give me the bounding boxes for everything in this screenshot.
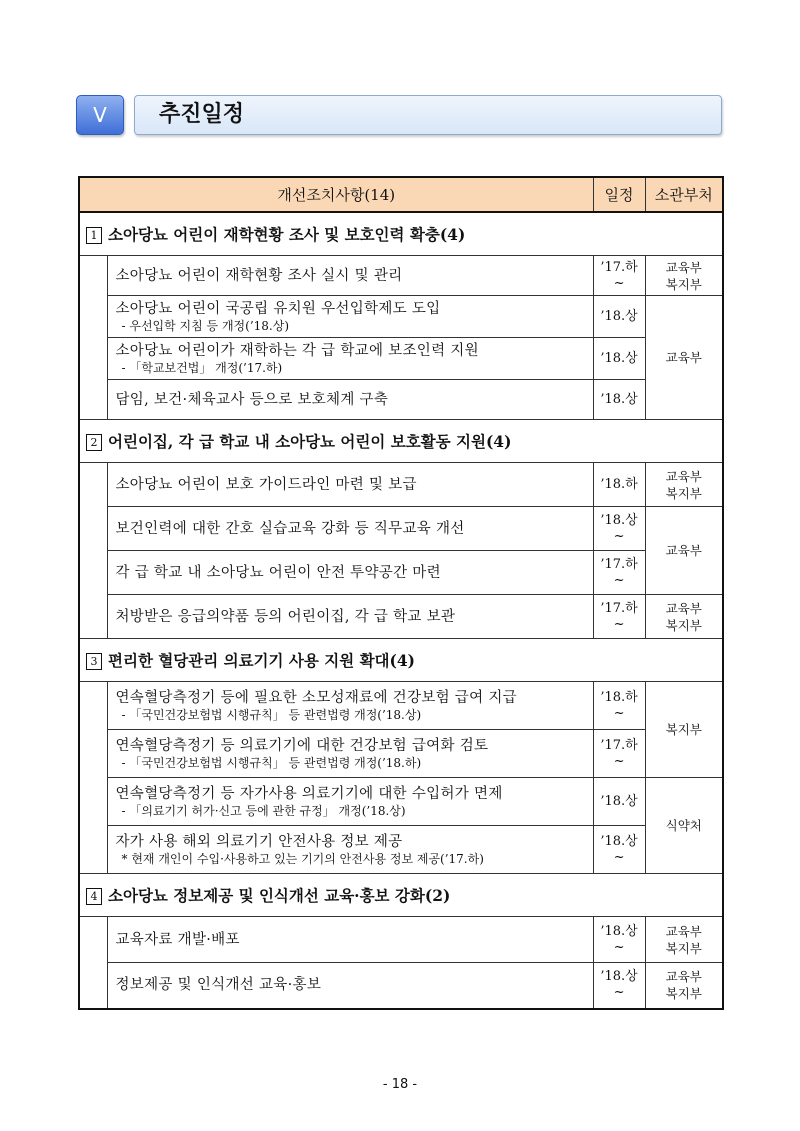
schedule: ’17.하 <box>600 556 638 572</box>
dept: 교육부 <box>665 969 702 985</box>
section-title: 추진일정 <box>159 102 245 127</box>
item-text: 소아당뇨 어린이 보호 가이드라인 마련 및 보급 <box>115 476 417 493</box>
section-title: 소아당뇨 정보제공 및 인식개선 교육·홍보 강화(2) <box>108 886 451 905</box>
item-subtext: - 「의료기기 허가·신고 등에 관한 규정」 개정(’18.상) <box>121 803 406 818</box>
title-box <box>134 95 722 135</box>
table-row <box>79 595 723 639</box>
section-number: 1 <box>86 227 102 244</box>
schedule: ’18.상 <box>600 391 638 407</box>
section-number: 4 <box>86 888 102 905</box>
schedule: ’18.하 <box>600 476 638 492</box>
schedule-range: ~ <box>613 753 625 769</box>
schedule-range: ~ <box>613 985 625 1001</box>
col-header-item: 개선조치사항(14) <box>79 177 593 212</box>
table-row <box>79 338 723 380</box>
section-row <box>79 639 723 682</box>
item-subtext: - 「학교보건법」 개정(’17.하) <box>121 360 283 375</box>
dept: 복지부 <box>665 722 702 737</box>
section-number: 3 <box>86 653 102 670</box>
dept: 교육부 <box>665 543 702 558</box>
item-subtext: - 「국민건강보험법 시행규칙」 등 관련법령 개정(’18.하) <box>121 755 422 770</box>
schedule: ’18.상 <box>600 923 638 939</box>
schedule: ’17.하 <box>600 737 638 753</box>
section-numeral: Ⅴ <box>76 95 124 135</box>
schedule-table <box>78 176 724 1010</box>
table-row <box>79 380 723 420</box>
table-row <box>79 917 723 963</box>
dept: 교육부 <box>665 923 702 939</box>
item-text: 소아당뇨 어린이 재학현황 조사 실시 및 관리 <box>115 267 403 284</box>
schedule: ’17.하 <box>600 600 638 616</box>
schedule-range: ~ <box>613 616 625 632</box>
table-row <box>79 778 723 826</box>
item-subtext: - 우선입학 지침 등 개정(’18.상) <box>121 318 289 333</box>
item-subtext: * 현재 개인이 수입·사용하고 있는 기기의 안전사용 정보 제공(’17.하) <box>121 851 484 866</box>
section-row <box>79 420 723 463</box>
schedule: ’18.상 <box>600 969 638 985</box>
section-title: 소아당뇨 어린이 재학현황 조사 및 보호인력 확충(4) <box>108 225 466 244</box>
schedule-range: ~ <box>613 939 625 955</box>
item-text: 교육자료 개발·배포 <box>115 931 240 948</box>
table-row <box>79 507 723 551</box>
schedule: ’18.상 <box>600 512 638 528</box>
schedule-range: ~ <box>613 849 625 865</box>
item-text: 연속혈당측정기 등에 필요한 소모성재료에 건강보험 급여 지급 <box>115 689 517 706</box>
schedule-range: ~ <box>613 275 625 291</box>
schedule-range: ~ <box>613 528 625 544</box>
table-row <box>79 730 723 778</box>
item-subtext: - 「국민건강보험법 시행규칙」 등 관련법령 개정(’18.상) <box>121 707 422 722</box>
item-text: 각 급 학교 내 소아당뇨 어린이 안전 투약공간 마련 <box>115 564 441 581</box>
col-header-dept: 소관부처 <box>645 177 723 212</box>
item-text: 자가 사용 해외 의료기기 안전사용 정보 제공 <box>115 833 403 850</box>
section-title: 어린이집, 각 급 학교 내 소아당뇨 어린이 보호활동 지원(4) <box>108 432 512 451</box>
section-header <box>76 93 722 135</box>
schedule: ’18.상 <box>600 833 638 849</box>
dept-secondary: 복지부 <box>665 276 702 292</box>
table-row <box>79 296 723 338</box>
schedule-range: ~ <box>613 572 625 588</box>
schedule: ’18.상 <box>600 308 638 324</box>
table-header-row <box>79 177 723 212</box>
table-row <box>79 963 723 1009</box>
col-header-schedule: 일정 <box>593 177 645 212</box>
item-text: 소아당뇨 어린이 국공립 유치원 우선입학제도 도입 <box>115 300 441 317</box>
section-row <box>79 874 723 917</box>
item-text: 연속혈당측정기 등 자가사용 의료기기에 대한 수입허가 면제 <box>115 785 503 802</box>
item-text: 처방받은 응급의약품 등의 어린이집, 각 급 학교 보관 <box>115 608 456 625</box>
schedule: ’18.상 <box>600 793 638 809</box>
item-text: 정보제공 및 인식개선 교육·홍보 <box>115 977 322 994</box>
page-number: - 18 - <box>382 1077 418 1092</box>
table-row <box>79 256 723 296</box>
section-number: 2 <box>86 434 102 451</box>
schedule-range: ~ <box>613 705 625 721</box>
schedule: ’18.하 <box>600 689 638 705</box>
dept-secondary: 복지부 <box>665 485 702 501</box>
dept-secondary: 복지부 <box>665 986 702 1002</box>
schedule: ’18.상 <box>600 350 638 366</box>
table-row <box>79 682 723 730</box>
dept-secondary: 복지부 <box>665 940 702 956</box>
item-text: 담임, 보건·체육교사 등으로 보호체계 구축 <box>115 391 389 408</box>
dept: 식약처 <box>665 818 702 833</box>
dept: 교육부 <box>665 600 702 616</box>
section-row <box>79 212 723 256</box>
dept-secondary: 복지부 <box>665 617 702 633</box>
dept: 교육부 <box>665 468 702 484</box>
section-title: 편리한 혈당관리 의료기기 사용 지원 확대(4) <box>108 651 415 670</box>
dept: 교육부 <box>665 350 702 365</box>
table-row <box>79 463 723 507</box>
item-text: 소아당뇨 어린이가 재학하는 각 급 학교에 보조인력 지원 <box>115 342 479 359</box>
item-text: 연속혈당측정기 등 의료기기에 대한 건강보험 급여화 검토 <box>115 737 489 754</box>
dept: 교육부 <box>665 259 702 275</box>
schedule: ’17.하 <box>600 259 638 275</box>
item-text: 보건인력에 대한 간호 실습교육 강화 등 직무교육 개선 <box>115 520 465 537</box>
table-row <box>79 826 723 874</box>
table-row <box>79 551 723 595</box>
